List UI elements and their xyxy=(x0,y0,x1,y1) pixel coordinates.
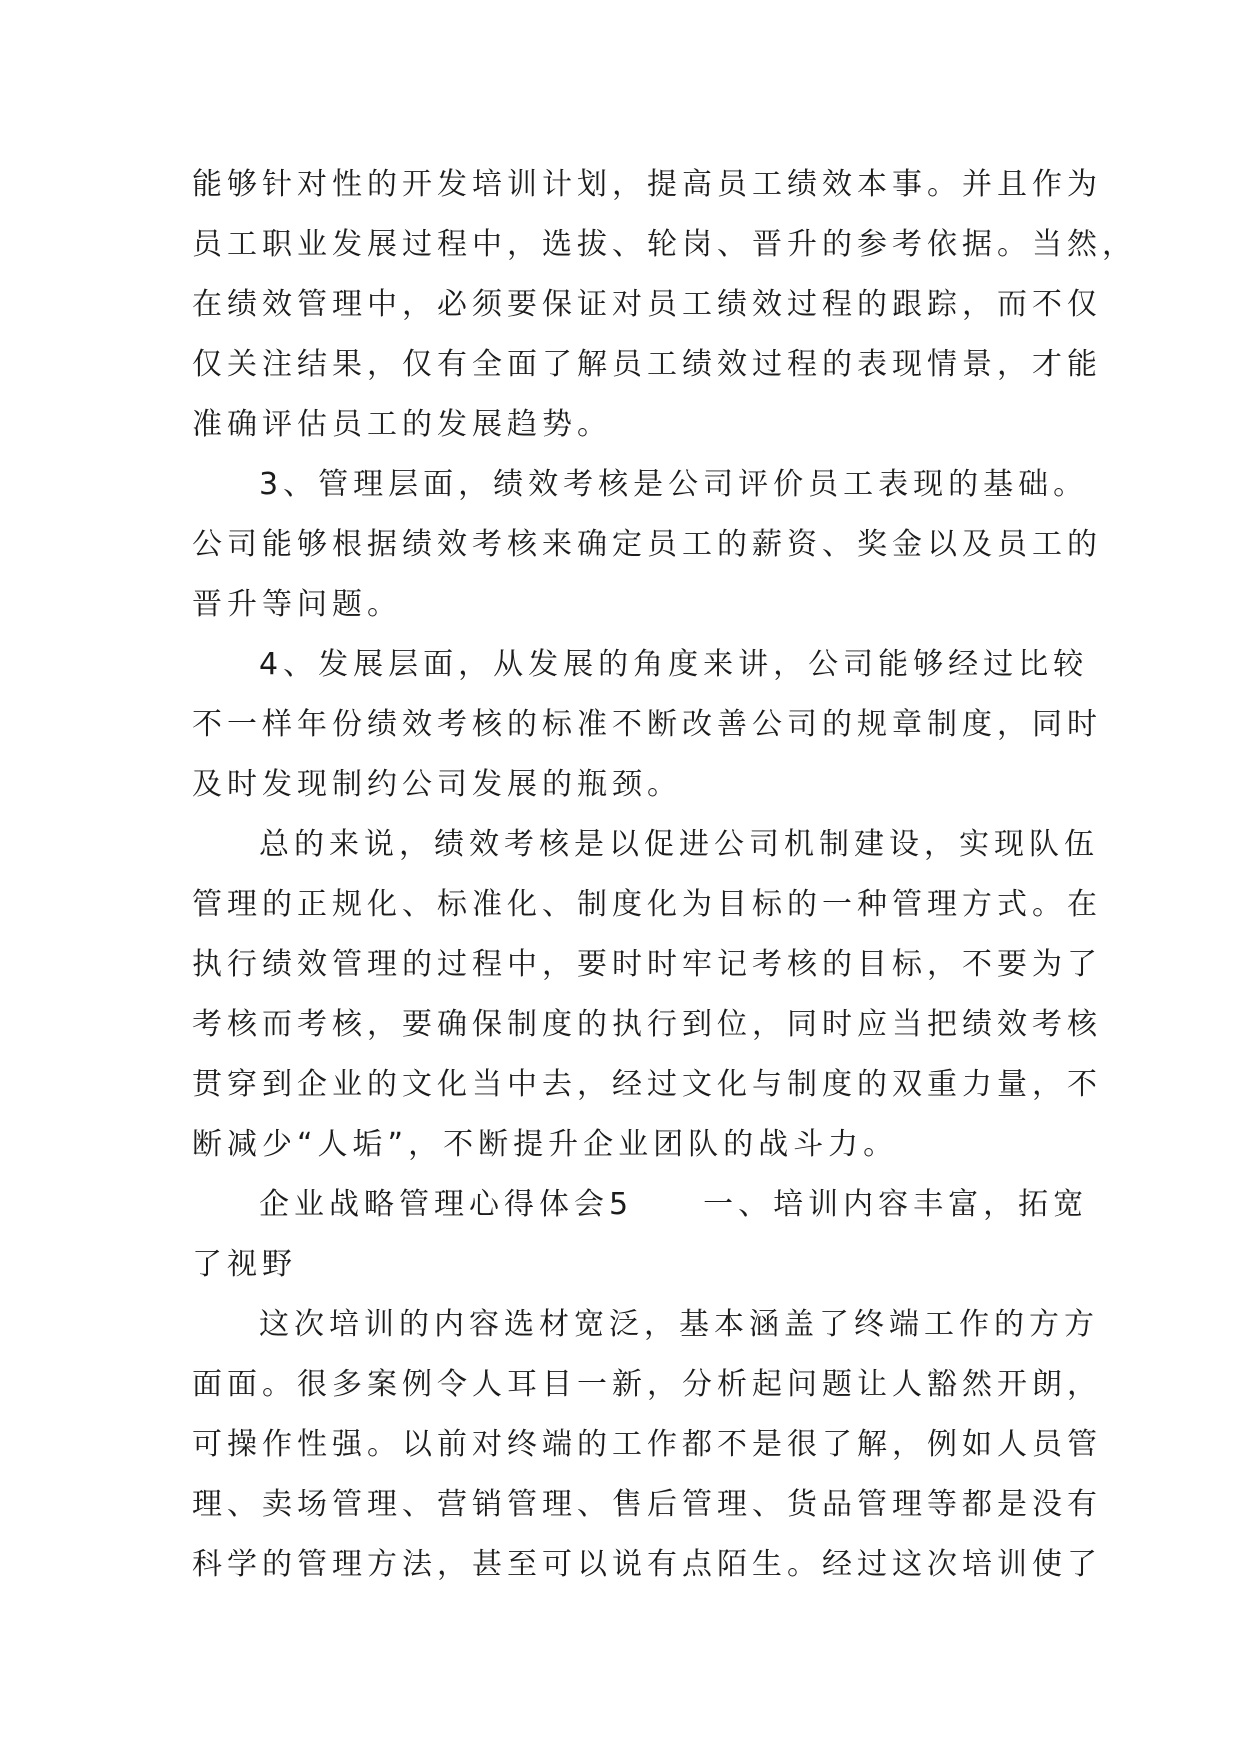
text-line: 4、发展层面，从发展的角度来讲，公司能够经过比较 xyxy=(259,647,1089,682)
text-line: 不一样年份绩效考核的标准不断改善公司的规章制度，同时 xyxy=(192,707,1102,742)
text-line: 总的来说，绩效考核是以促进公司机制建设，实现队伍 xyxy=(259,827,1099,862)
text-line: 科学的管理方法，甚至可以说有点陌生。经过这次培训使了 xyxy=(192,1547,1102,1582)
text-line: 准确评估员工的发展趋势。 xyxy=(192,407,612,442)
text-line: 可操作性强。以前对终端的工作都不是很了解，例如人员管 xyxy=(192,1427,1102,1462)
text-line: 这次培训的内容选材宽泛，基本涵盖了终端工作的方方 xyxy=(259,1307,1099,1342)
text-line: 了视野 xyxy=(192,1247,297,1282)
text-line: 理、卖场管理、营销管理、售后管理、货品管理等都是没有 xyxy=(192,1487,1102,1522)
text-line: 管理的正规化、标准化、制度化为目标的一种管理方式。在 xyxy=(192,887,1102,922)
text-line: 员工职业发展过程中，选拔、轮岗、晋升的参考依据。当然， xyxy=(192,227,1137,262)
text-line: 考核而考核，要确保制度的执行到位，同时应当把绩效考核 xyxy=(192,1007,1102,1042)
text-line: 贯穿到企业的文化当中去，经过文化与制度的双重力量，不 xyxy=(192,1067,1102,1102)
text-line: 公司能够根据绩效考核来确定员工的薪资、奖金以及员工的 xyxy=(192,527,1102,562)
text-line: 仅关注结果，仅有全面了解员工绩效过程的表现情景，才能 xyxy=(192,347,1102,382)
text-line: 面面。很多案例令人耳目一新，分析起问题让人豁然开朗， xyxy=(192,1367,1102,1402)
section-heading-line xyxy=(192,1175,1089,1235)
section-title: 企业战略管理心得体会5 xyxy=(259,1187,634,1222)
text-line: 执行绩效管理的过程中，要时时牢记考核的目标，不要为了 xyxy=(192,947,1102,982)
text-line: 3、管理层面，绩效考核是公司评价员工表现的基础。 xyxy=(259,467,1089,502)
text-line: 在绩效管理中，必须要保证对员工绩效过程的跟踪，而不仅 xyxy=(192,287,1102,322)
text-line: 晋升等问题。 xyxy=(192,587,402,622)
text-line: 断减少“人垢”，不断提升企业团队的战斗力。 xyxy=(192,1127,899,1162)
document-body xyxy=(192,155,1137,1595)
text-line: 及时发现制约公司发展的瓶颈。 xyxy=(192,767,682,802)
text-line: 能够针对性的开发培训计划，提高员工绩效本事。并且作为 xyxy=(192,167,1102,202)
section-subtitle: 一、培训内容丰富，拓宽 xyxy=(703,1187,1089,1222)
